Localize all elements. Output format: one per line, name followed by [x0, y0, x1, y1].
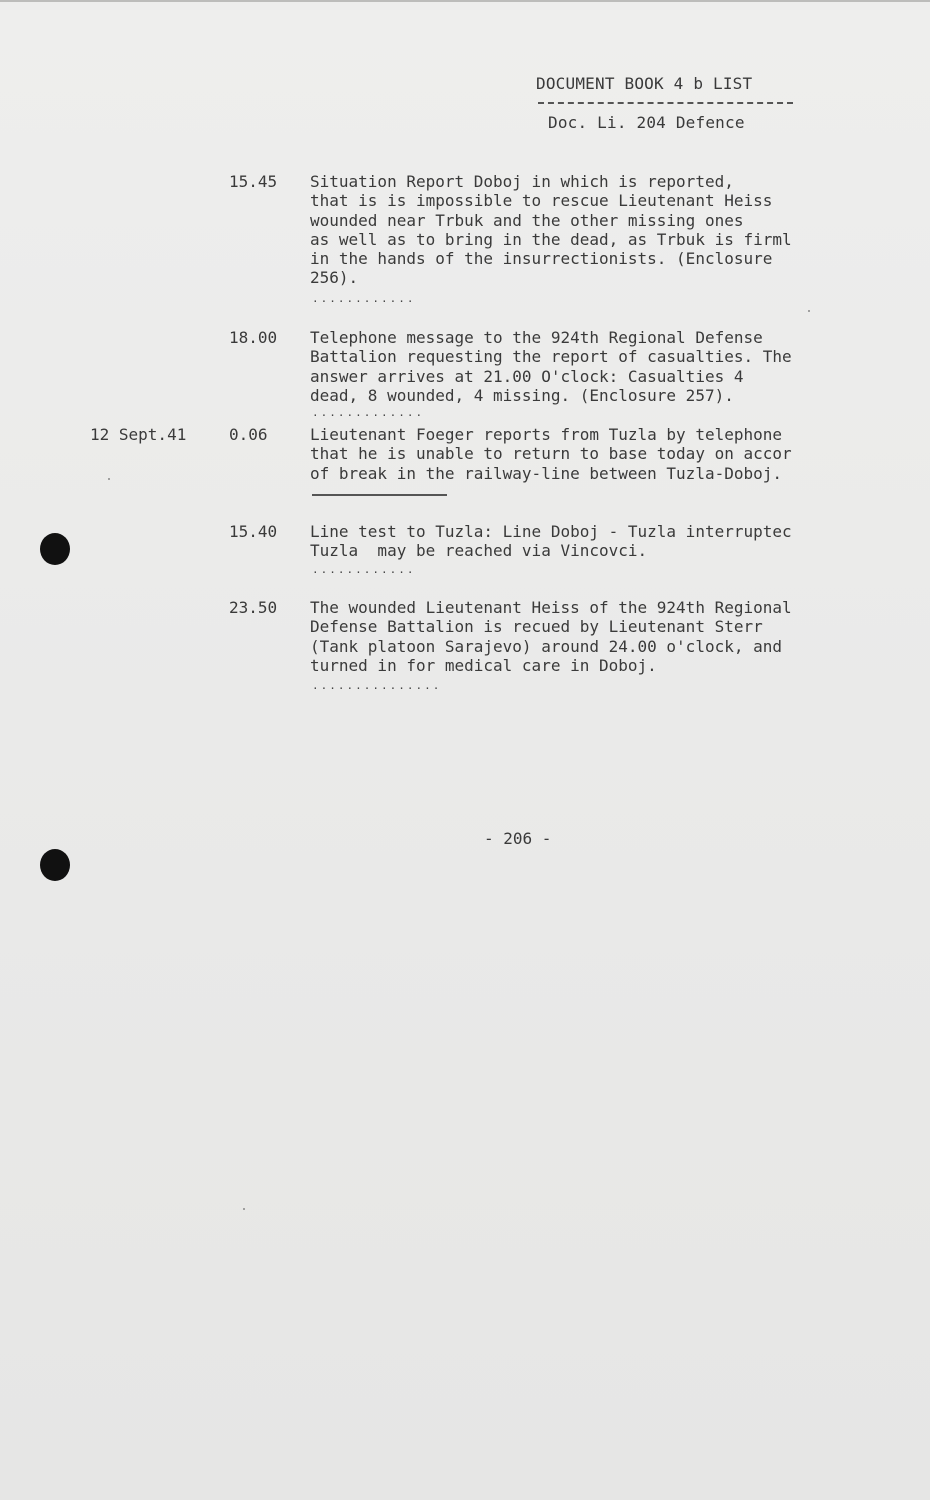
document-reference: Doc. Li. 204 Defence: [548, 113, 745, 132]
entry-time: 15.40: [229, 522, 278, 541]
paper-speck: [243, 1208, 245, 1210]
entry-text: Situation Report Doboj in which is reported, that is is impossible to rescue Lieutenant Heiss wounded near Trbuk and the other missing ones as well as to bring in the dead, as Trbuk is firml in the hands of the insurrectionists. (Enclosure 256).: [310, 172, 792, 288]
title-underline: [538, 102, 793, 104]
punch-hole: [40, 849, 70, 881]
entry-separator-line: [312, 494, 447, 496]
entry-time: 18.00: [229, 328, 278, 347]
document-title: DOCUMENT BOOK 4 b LIST: [536, 74, 753, 93]
punch-hole: [40, 533, 70, 565]
entry-text: Line test to Tuzla: Line Doboj - Tuzla interruptec Tuzla may be reached via Vincovci.: [310, 522, 792, 561]
paper-speck: [808, 310, 810, 312]
entry-separator: ...............: [312, 679, 442, 692]
entry-time: 15.45: [229, 172, 278, 191]
page-number: - 206 -: [484, 829, 552, 848]
paper-speck: [108, 478, 110, 480]
entry-text: The wounded Lieutenant Heiss of the 924th Regional Defense Battalion is recued by Lieutenant Sterr (Tank platoon Sarajevo) around 24.00 o'clock, and turned in for medical care in Doboj.: [310, 598, 792, 675]
entry-text: Lieutenant Foeger reports from Tuzla by telephone that he is unable to return to base today on accor of break in the railway-line between Tuzla-Doboj.: [310, 425, 792, 483]
entry-separator: .............: [312, 406, 425, 419]
entry-separator: ............: [312, 292, 416, 305]
entry-text: Telephone message to the 924th Regional Defense Battalion requesting the report of casualties. The answer arrives at 21.00 O'clock: Casualties 4 dead, 8 wounded, 4 missing. (Enclosure 257).: [310, 328, 792, 405]
entry-date: 12 Sept.41: [90, 425, 187, 444]
entry-time: 0.06: [229, 425, 268, 444]
entry-time: 23.50: [229, 598, 278, 617]
page-top-edge: [0, 0, 930, 2]
entry-separator: ............: [312, 563, 416, 576]
